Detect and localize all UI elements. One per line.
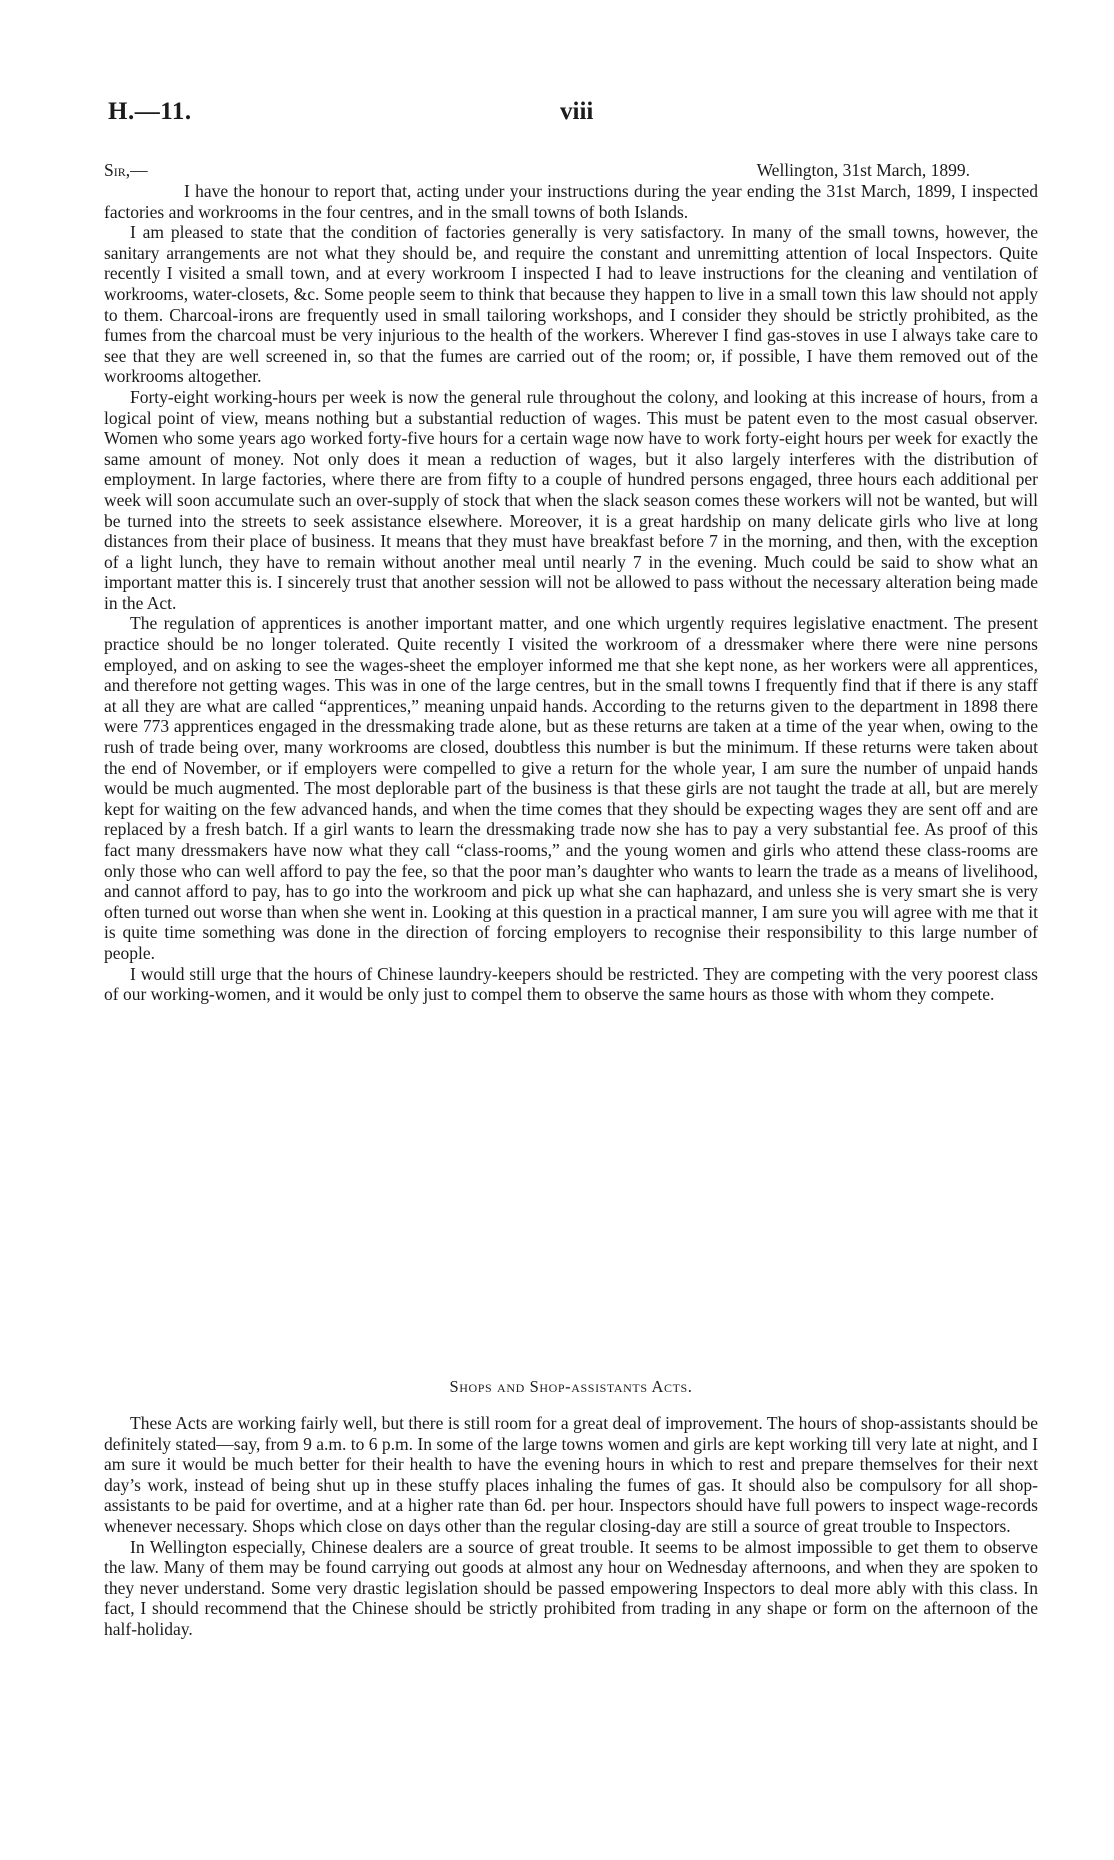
paragraph-working-hours: Forty-eight working-hours per week is now the general rule throughout the colony, and looking at this increase of hours, from a logical point of view, means nothing but a substantial reduction of wages. This must be patent even to the most casual observer. Women who some years ago worked forty-five hours for a certain wage now have to work forty-eight hours per week for exactly the same amount of money. Not only does it mean a reduction of wages, but it also largely interferes with the distribution of employment. In large factories, where there are from fifty to a couple of hundred persons engaged, three hours each additional per week will soon accumulate such an over-supply of stock that when the slack season comes these workers will not be wanted, but will be turned into the streets to seek assistance elsewhere. Moreover, it is a great hardship on many delicate girls who live at long distances from their place of business. It means that they must have breakfast before 7 in the morning, and then, with the exception of a light lunch, they have to remain without another meal until nearly 7 in the evening. Much could be said to show what an important matter this is. I sincerely trust that another session will not be allowed to pass without the necessary alteration being made in the Act. — [104, 386, 1038, 613]
shops-acts-section — [104, 1413, 1038, 1640]
page-number: viii — [560, 98, 594, 125]
dateline: Wellington, 31st March, 1899. — [756, 160, 970, 180]
paragraph-chinese-laundries: I would still urge that the hours of Chinese laundry-keepers should be restricted. They are competing with the very poorest class of our working-women, and it would be only just to compel them to observe the same hours as those with whom they compete. — [104, 963, 1038, 1005]
letter-opening — [104, 160, 1038, 181]
paragraph-factory-conditions: I am pleased to state that the condition of factories generally is very satisfactory. In many of the small towns, however, the sanitary arrangements are not what they should be, and require the constant and unremitting attention of local Inspectors. Quite recently I visited a small town, and at every workroom I inspected I had to leave instructions for the cleaning and ventilation of workrooms, water-closets, &c. Some people seem to think that because they happen to live in a small town this law should not apply to them. Charcoal-irons are frequently used in small tailoring workshops, and I consider they should be strictly prohibited, as the fumes from the charcoal must be very injurious to the health of the workers. Wherever I find gas-stoves in use I always take care to see that they are well screened in, so that the fumes are carried out of the room; or, if possible, I have them removed out of the workrooms altogether. — [104, 222, 1038, 387]
salutation: Sir,— — [104, 160, 148, 180]
paragraph-apprentices: The regulation of apprentices is another important matter, and one which urgently requires legislative enactment. The present practice should be no longer tolerated. Quite recently I visited the workroom of a dressmaker where there were nine persons employed, and on asking to see the wages-sheet the employer informed me that she kept none, as her workers were all apprentices, and therefore not getting wages. This was in one of the large centres, but in the small towns I frequently find that if there is any staff at all they are what are called “apprentices,” meaning unpaid hands. According to the returns given to the department in 1898 there were 773 apprentices engaged in the dressmaking trade alone, but as these returns are taken at a time of the year when, owing to the rush of trade being over, many workrooms are closed, doubtless this number is but the minimum. If these returns were taken about the end of November, or if employers were compelled to give a return for the whole year, I am sure the number of unpaid hands would be much augmented. The most deplorable part of the business is that these girls are not taught the trade at all, but are merely kept for waiting on the few advanced hands, and when the time comes that they should be expecting wages they are sent off and are replaced by a fresh batch. If a girl wants to learn the dressmaking trade now she has to pay a very substantial fee. As proof of this fact many dressmakers have now what they call “class-rooms,” and the young women and girls who attend these class-rooms are only those who can well afford to pay the fee, so that the poor man’s daughter who wants to learn the trade as a means of livelihood, and cannot afford to pay, has to go into the workroom and pick up what she can haphazard, and unless she is very smart she is very often turned out worse than when she went in. Looking at this question in a practical manner, I am sure you will agree with me that it is quite time something was done in the direction of forcing employers to recognise their responsibility to this large number of people. — [104, 613, 1038, 963]
document-reference: H.—11. — [108, 98, 192, 125]
paragraph-shops-acts: These Acts are working fairly well, but there is still room for a great deal of improvement. The hours of shop-assistants should be definitely stated—say, from 9 a.m. to 6 p.m. In some of the large towns women and girls are kept working till very late at night, and I am sure it would be much better for their health to have the evening hours in which to rest and prepare themselves for their next day’s work, instead of being shut up in these stuffy places inhaling the fumes of gas. It should also be compulsory for all shop-assistants to be paid for overtime, and at a higher rate than 6d. per hour. Inspectors should have full powers to inspect wage-records whenever necessary. Shops which close on days other than the regular closing-day are still a source of great trouble to Inspectors. — [104, 1413, 1038, 1536]
paragraph-intro: I have the honour to report that, acting under your instructions during the year ending the 31st March, 1899, I inspected factories and workrooms in the four centres, and in the small towns of both Islands. — [104, 181, 1038, 222]
section-heading-shops-acts: Shops and Shop-assistants Acts. — [449, 1377, 693, 1396]
page-header — [108, 98, 1008, 138]
report-letter — [104, 160, 1038, 1005]
paragraph-chinese-dealers: In Wellington especially, Chinese dealers are a source of great trouble. It seems to be almost impossible to get them to observe the law. Many of them may be found carrying out goods at almost any hour on Wednesday afternoons, and when they are spoken to they never understand. Some very drastic legislation should be passed empowering Inspectors to deal more ably with this class. In fact, I should recommend that the Chinese should be strictly prohibited from trading in any shape or form on the afternoon of the half-holiday. — [104, 1536, 1038, 1639]
